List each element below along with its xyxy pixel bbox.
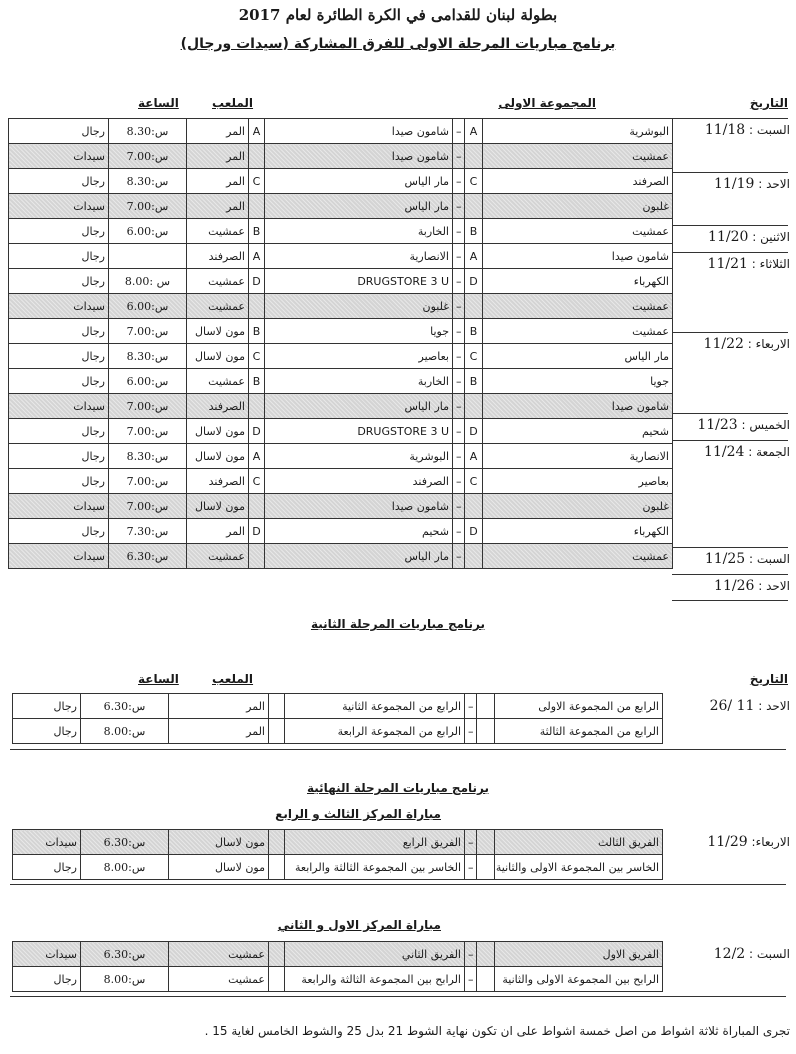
match-date bbox=[714, 578, 790, 594]
match-date-day: السبت : bbox=[749, 123, 790, 137]
dash-cell: – bbox=[453, 194, 465, 219]
home-team-cell: الرابح بين المجموعة الاولى والثانية bbox=[495, 967, 663, 992]
third-place-title: مباراة المركز الثالث و الرابع bbox=[275, 807, 441, 821]
home-team-cell: شامون صيدا bbox=[483, 244, 673, 269]
venue-group-cell: B bbox=[249, 219, 265, 244]
category-cell: رجال bbox=[13, 967, 81, 992]
dash-cell: – bbox=[453, 169, 465, 194]
away-team-cell: شحيم bbox=[265, 519, 453, 544]
first-place-date bbox=[714, 946, 790, 962]
away-team-cell: البوشرية bbox=[265, 444, 453, 469]
match-date bbox=[697, 417, 790, 433]
rules-note: تجرى المباراة ثلاثة اشواط من اصل خمسة اشواط على ان تكون نهاية الشوط 21 بدل 25 والشوط الخامس لغاية 15 . bbox=[204, 1024, 790, 1038]
group-letter-cell: C bbox=[465, 344, 483, 369]
time-cell: س:7.00 bbox=[109, 469, 187, 494]
column-header-venue: الملعب bbox=[212, 96, 254, 110]
away-team-cell: الفريق الثاني bbox=[285, 942, 465, 967]
match-date-day: الاحد : bbox=[758, 176, 790, 191]
venue-cell: عمشيت bbox=[169, 942, 269, 967]
match-date bbox=[705, 122, 790, 138]
time-cell bbox=[109, 244, 187, 269]
empty-cell bbox=[269, 942, 285, 967]
time-cell: س:6.00 bbox=[109, 219, 187, 244]
match-row bbox=[9, 169, 673, 194]
category-cell: رجال bbox=[13, 694, 81, 719]
empty-cell bbox=[477, 967, 495, 992]
venue-cell: مون لاسال bbox=[169, 830, 269, 855]
group-letter-cell: D bbox=[465, 269, 483, 294]
empty-cell bbox=[269, 830, 285, 855]
dash-cell: – bbox=[453, 219, 465, 244]
date-divider bbox=[672, 547, 788, 548]
match-row bbox=[9, 119, 673, 144]
match-date-day: السبت : bbox=[749, 551, 790, 566]
match-row bbox=[9, 144, 673, 169]
venue-cell: مون لاسال bbox=[187, 344, 249, 369]
venue-group-cell bbox=[249, 394, 265, 419]
match-date-number: 11/26 bbox=[714, 577, 755, 594]
venue-cell: المر bbox=[187, 519, 249, 544]
stage2-column-header-time: الساعة bbox=[138, 672, 179, 686]
match-row bbox=[9, 319, 673, 344]
time-cell: س:6.00 bbox=[109, 369, 187, 394]
home-team-cell: الصرفند bbox=[483, 169, 673, 194]
group-letter-cell: A bbox=[465, 119, 483, 144]
away-team-cell: الانصارية bbox=[265, 244, 453, 269]
venue-group-cell bbox=[249, 144, 265, 169]
dash-cell: – bbox=[453, 344, 465, 369]
away-team-cell: الخاربة bbox=[265, 219, 453, 244]
stage2-column-header-venue: الملعب bbox=[212, 672, 254, 686]
category-cell: رجال bbox=[9, 269, 109, 294]
away-team-cell: شامون صيدا bbox=[265, 119, 453, 144]
home-team-cell: الخاسر بين المجموعة الاولى والثانية bbox=[495, 855, 663, 880]
group-letter-cell bbox=[465, 544, 483, 569]
home-team-cell: الرابع من المجموعة الاولى bbox=[495, 694, 663, 719]
venue-group-cell: A bbox=[249, 444, 265, 469]
venue-group-cell: D bbox=[249, 269, 265, 294]
match-row bbox=[9, 194, 673, 219]
venue-group-cell: B bbox=[249, 369, 265, 394]
home-team-cell: الفريق الثالث bbox=[495, 830, 663, 855]
venue-cell: مون لاسال bbox=[169, 855, 269, 880]
time-cell: س:7.30 bbox=[109, 519, 187, 544]
time-cell: س:7.00 bbox=[109, 144, 187, 169]
venue-group-cell bbox=[249, 294, 265, 319]
group-letter-cell: C bbox=[465, 469, 483, 494]
match-date-number: 11/18 bbox=[704, 122, 746, 138]
group-letter-cell: D bbox=[465, 419, 483, 444]
group-letter-cell bbox=[465, 144, 483, 169]
home-team-cell: الفريق الاول bbox=[495, 942, 663, 967]
category-cell: رجال bbox=[9, 444, 109, 469]
venue-group-cell bbox=[249, 194, 265, 219]
final-stage-title: برنامج مباريات المرحلة النهائية bbox=[307, 781, 489, 795]
dash-cell: – bbox=[465, 967, 477, 992]
venue-cell: عمشيت bbox=[187, 269, 249, 294]
match-row bbox=[9, 494, 673, 519]
home-team-cell: عمشيت bbox=[483, 219, 673, 244]
empty-cell bbox=[269, 694, 285, 719]
venue-group-cell: C bbox=[249, 469, 265, 494]
away-team-cell: الخاسر بين المجموعة الثالثة والرابعة bbox=[285, 855, 465, 880]
home-team-cell: جويا bbox=[483, 369, 673, 394]
category-cell: رجال bbox=[9, 519, 109, 544]
away-team-cell: غلبون bbox=[265, 294, 453, 319]
stage2-date-number: 11 /26 bbox=[709, 698, 755, 714]
match-row bbox=[9, 344, 673, 369]
time-cell: س:6.30 bbox=[81, 942, 169, 967]
first-place-date-number: 12/2 bbox=[713, 946, 746, 962]
venue-cell: المر bbox=[187, 194, 249, 219]
away-team-cell: مار الياس bbox=[265, 169, 453, 194]
venue-group-cell: A bbox=[249, 119, 265, 144]
time-cell: س:7.00 bbox=[109, 319, 187, 344]
venue-cell: مون لاسال bbox=[187, 419, 249, 444]
match-row bbox=[9, 244, 673, 269]
dash-cell: – bbox=[453, 294, 465, 319]
away-team-cell: الفريق الرابع bbox=[285, 830, 465, 855]
third-place-date-day: الاربعاء: bbox=[751, 835, 790, 849]
category-cell: رجال bbox=[9, 344, 109, 369]
category-cell: رجال bbox=[9, 319, 109, 344]
time-cell: س:8.30 bbox=[109, 169, 187, 194]
match-row bbox=[13, 942, 663, 967]
stage2-date bbox=[710, 698, 790, 714]
category-cell: رجال bbox=[9, 219, 109, 244]
time-cell: س:8.30 bbox=[109, 119, 187, 144]
venue-cell: المر bbox=[187, 144, 249, 169]
away-team-cell: الرابح بين المجموعة الثالثة والرابعة bbox=[285, 967, 465, 992]
group-letter-cell bbox=[465, 194, 483, 219]
match-date-day: الاربعاء : bbox=[747, 337, 790, 352]
category-cell: سيدات bbox=[13, 942, 81, 967]
category-cell: سيدات bbox=[9, 294, 109, 319]
first-place-date-day: السبت : bbox=[749, 947, 790, 961]
dash-cell: – bbox=[465, 830, 477, 855]
date-divider bbox=[672, 332, 788, 333]
category-cell: سيدات bbox=[9, 494, 109, 519]
category-cell: رجال bbox=[9, 169, 109, 194]
third-place-date-number: 11/29 bbox=[707, 834, 748, 850]
away-team-cell: الرابع من المجموعة الثانية bbox=[285, 694, 465, 719]
time-cell: س:8.00 bbox=[81, 719, 169, 744]
away-team-cell: مار الياس bbox=[265, 394, 453, 419]
empty-cell bbox=[269, 855, 285, 880]
dash-cell: – bbox=[453, 319, 465, 344]
match-row bbox=[13, 719, 663, 744]
match-row bbox=[9, 269, 673, 294]
home-team-cell: غلبون bbox=[483, 494, 673, 519]
category-cell: سيدات bbox=[9, 194, 109, 219]
venue-cell: عمشيت bbox=[187, 219, 249, 244]
match-date-day: الخميس : bbox=[741, 417, 790, 432]
home-team-cell: مار الياس bbox=[483, 344, 673, 369]
category-cell: رجال bbox=[9, 419, 109, 444]
category-cell: سيدات bbox=[9, 144, 109, 169]
dash-cell: – bbox=[453, 369, 465, 394]
venue-group-cell: D bbox=[249, 419, 265, 444]
match-row bbox=[13, 694, 663, 719]
document-title: بطولة لبنان للقدامى في الكرة الطائرة لعام 2017 bbox=[238, 6, 558, 24]
dash-cell: – bbox=[465, 942, 477, 967]
dash-cell: – bbox=[465, 694, 477, 719]
venue-cell: المر bbox=[187, 119, 249, 144]
dash-cell: – bbox=[453, 444, 465, 469]
third-place-date bbox=[707, 834, 790, 850]
group-letter-cell: B bbox=[465, 219, 483, 244]
stage2-column-header-date: التاريخ bbox=[749, 672, 788, 686]
match-row bbox=[9, 544, 673, 569]
category-cell: سيدات bbox=[13, 830, 81, 855]
stage2-title: برنامج مباريات المرحلة الثانية bbox=[310, 617, 486, 631]
match-date-number: 11/24 bbox=[704, 443, 745, 460]
category-cell: سيدات bbox=[9, 394, 109, 419]
group-letter-cell: A bbox=[465, 244, 483, 269]
venue-cell: عمشيت bbox=[187, 369, 249, 394]
match-row bbox=[9, 469, 673, 494]
dash-cell: – bbox=[453, 419, 465, 444]
away-team-cell: شامون صيدا bbox=[265, 494, 453, 519]
date-divider bbox=[672, 172, 788, 173]
away-team-cell: مار الياس bbox=[265, 544, 453, 569]
category-cell: رجال bbox=[9, 244, 109, 269]
match-date-number: 11/21 bbox=[707, 256, 748, 272]
date-divider bbox=[672, 118, 788, 119]
stage2-date-day: الاحد : bbox=[758, 699, 790, 713]
time-cell: س:7.00 bbox=[109, 494, 187, 519]
date-divider bbox=[672, 574, 788, 575]
match-date-day: الثلاثاء : bbox=[751, 257, 790, 271]
home-team-cell: الرابع من المجموعة الثالثة bbox=[495, 719, 663, 744]
time-cell: س:7.00 bbox=[109, 394, 187, 419]
time-cell: س:7.00 bbox=[109, 419, 187, 444]
match-date bbox=[704, 336, 790, 352]
match-row bbox=[9, 444, 673, 469]
category-cell: رجال bbox=[9, 119, 109, 144]
first-place-divider bbox=[10, 996, 786, 997]
away-team-cell: مار الياس bbox=[265, 194, 453, 219]
group-letter-cell: C bbox=[465, 169, 483, 194]
category-cell: رجال bbox=[9, 369, 109, 394]
group-letter-cell bbox=[465, 294, 483, 319]
category-cell: رجال bbox=[13, 719, 81, 744]
venue-cell: عمشيت bbox=[187, 294, 249, 319]
match-row bbox=[13, 830, 663, 855]
dash-cell: – bbox=[453, 144, 465, 169]
venue-group-cell: A bbox=[249, 244, 265, 269]
document-subtitle: برنامج مباريات المرحلة الاولى للفرق المشاركة (سيدات ورجال) bbox=[180, 36, 616, 52]
empty-cell bbox=[477, 855, 495, 880]
dash-cell: – bbox=[453, 119, 465, 144]
dash-cell: – bbox=[465, 855, 477, 880]
dash-cell: – bbox=[453, 494, 465, 519]
venue-cell: مون لاسال bbox=[187, 319, 249, 344]
match-date-number: 11/23 bbox=[697, 416, 738, 433]
time-cell: س:7.00 bbox=[109, 194, 187, 219]
empty-cell bbox=[269, 719, 285, 744]
away-team-cell: الخاربة bbox=[265, 369, 453, 394]
venue-group-cell: B bbox=[249, 319, 265, 344]
category-cell: رجال bbox=[13, 855, 81, 880]
match-date-number: 11/19 bbox=[714, 175, 755, 192]
away-team-cell: شامون صيدا bbox=[265, 144, 453, 169]
stage2-schedule-table bbox=[12, 693, 663, 744]
date-divider bbox=[672, 225, 788, 226]
group-letter-cell: A bbox=[465, 444, 483, 469]
venue-cell: مون لاسال bbox=[187, 494, 249, 519]
time-cell: س:8.00 bbox=[81, 967, 169, 992]
home-team-cell: عمشيت bbox=[483, 544, 673, 569]
first-place-table bbox=[12, 941, 663, 992]
home-team-cell: الكهرباء bbox=[483, 269, 673, 294]
match-date bbox=[708, 229, 790, 245]
match-row bbox=[9, 394, 673, 419]
dash-cell: – bbox=[453, 244, 465, 269]
venue-group-cell bbox=[249, 494, 265, 519]
column-header-group: المجموعة الاولى bbox=[498, 96, 596, 110]
home-team-cell: شحيم bbox=[483, 419, 673, 444]
venue-group-cell: D bbox=[249, 519, 265, 544]
home-team-cell: الانصارية bbox=[483, 444, 673, 469]
empty-cell bbox=[477, 830, 495, 855]
group-letter-cell: D bbox=[465, 519, 483, 544]
date-divider bbox=[672, 440, 788, 441]
group-letter-cell bbox=[465, 394, 483, 419]
match-row bbox=[13, 967, 663, 992]
time-cell: س:6.00 bbox=[109, 294, 187, 319]
home-team-cell: عمشيت bbox=[483, 144, 673, 169]
time-cell: س:6.30 bbox=[81, 694, 169, 719]
empty-cell bbox=[477, 694, 495, 719]
third-place-divider bbox=[10, 884, 786, 885]
home-team-cell: عمشيت bbox=[483, 294, 673, 319]
date-divider bbox=[672, 413, 788, 414]
venue-cell: الصرفند bbox=[187, 469, 249, 494]
venue-cell: المر bbox=[169, 694, 269, 719]
group-letter-cell bbox=[465, 494, 483, 519]
match-row bbox=[9, 219, 673, 244]
time-cell: س:8.00 bbox=[81, 855, 169, 880]
match-date-day: الاحد : bbox=[758, 578, 790, 593]
group-letter-cell: B bbox=[465, 319, 483, 344]
home-team-cell: عمشيت bbox=[483, 319, 673, 344]
column-header-date: التاريخ bbox=[749, 96, 788, 110]
category-cell: سيدات bbox=[9, 544, 109, 569]
first-place-title: مباراة المركز الاول و الثاني bbox=[277, 918, 441, 932]
venue-group-cell: C bbox=[249, 344, 265, 369]
match-date-number: 11/22 bbox=[703, 336, 744, 353]
time-cell: س :8.00 bbox=[109, 269, 187, 294]
venue-group-cell bbox=[249, 544, 265, 569]
time-cell: س:8.30 bbox=[109, 444, 187, 469]
match-row bbox=[13, 855, 663, 880]
column-header-time: الساعة bbox=[138, 96, 179, 110]
away-team-cell: الرابع من المجموعة الرابعة bbox=[285, 719, 465, 744]
away-team-cell: جويا bbox=[265, 319, 453, 344]
match-date-number: 11/20 bbox=[708, 229, 749, 246]
home-team-cell: الكهرباء bbox=[483, 519, 673, 544]
stage2-divider bbox=[10, 749, 786, 750]
away-team-cell: الصرفند bbox=[265, 469, 453, 494]
empty-cell bbox=[269, 967, 285, 992]
venue-cell: الصرفند bbox=[187, 394, 249, 419]
match-date bbox=[704, 444, 790, 460]
match-row bbox=[9, 294, 673, 319]
category-cell: رجال bbox=[9, 469, 109, 494]
empty-cell bbox=[477, 942, 495, 967]
venue-cell: مون لاسال bbox=[187, 444, 249, 469]
match-date bbox=[714, 176, 790, 192]
match-row bbox=[9, 519, 673, 544]
third-place-table bbox=[12, 829, 663, 880]
time-cell: س:6.30 bbox=[109, 544, 187, 569]
dash-cell: – bbox=[465, 719, 477, 744]
match-date-day: الاثنين : bbox=[752, 230, 790, 245]
home-team-cell: شامون صيدا bbox=[483, 394, 673, 419]
dash-cell: – bbox=[453, 519, 465, 544]
time-cell: س:8.30 bbox=[109, 344, 187, 369]
home-team-cell: بعاصير bbox=[483, 469, 673, 494]
dash-cell: – bbox=[453, 394, 465, 419]
empty-cell bbox=[477, 719, 495, 744]
venue-cell: الصرفند bbox=[187, 244, 249, 269]
venue-cell: عمشيت bbox=[169, 967, 269, 992]
match-date bbox=[708, 256, 790, 272]
away-team-cell: DRUGSTORE 3 U bbox=[265, 269, 453, 294]
home-team-cell: غلبون bbox=[483, 194, 673, 219]
venue-cell: المر bbox=[187, 169, 249, 194]
dash-cell: – bbox=[453, 469, 465, 494]
match-date-day: الجمعة : bbox=[748, 444, 790, 459]
match-date bbox=[705, 551, 790, 567]
away-team-cell: بعاصير bbox=[265, 344, 453, 369]
dash-cell: – bbox=[453, 544, 465, 569]
venue-cell: المر bbox=[169, 719, 269, 744]
stage1-schedule-table bbox=[8, 118, 673, 569]
home-team-cell: البوشرية bbox=[483, 119, 673, 144]
match-date-number: 11/25 bbox=[704, 550, 746, 567]
time-cell: س:6.30 bbox=[81, 830, 169, 855]
venue-cell: عمشيت bbox=[187, 544, 249, 569]
date-divider bbox=[672, 252, 788, 253]
match-row bbox=[9, 369, 673, 394]
date-divider bbox=[672, 600, 788, 601]
venue-group-cell: C bbox=[249, 169, 265, 194]
match-row bbox=[9, 419, 673, 444]
group-letter-cell: B bbox=[465, 369, 483, 394]
dash-cell: – bbox=[453, 269, 465, 294]
away-team-cell: DRUGSTORE 3 U bbox=[265, 419, 453, 444]
